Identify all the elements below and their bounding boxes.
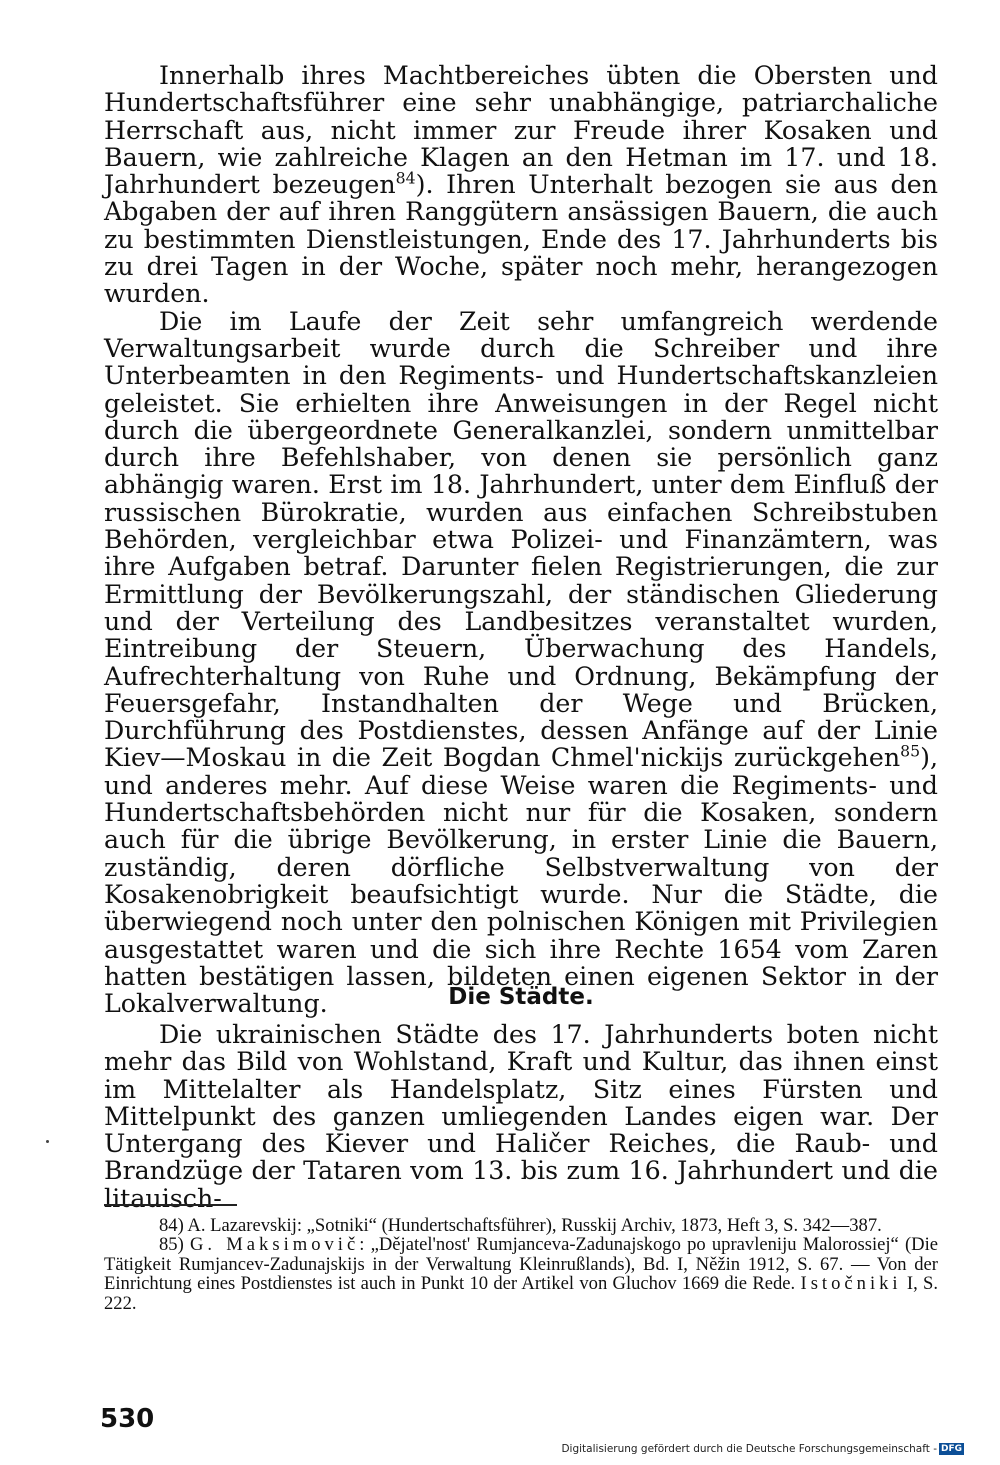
paragraph-3: Die ukrainischen Städte des 17. Jahrhunderts boten nicht mehr das Bild von Wohlstand, Kraft und Kultur, das ihnen einst im Mittelalter als Handelsplatz, Sitz eines Fürsten und Mittelpunkt des ganzen umliegenden Landes eigen war. Der Untergang des Kiever und Haličer Reiches, die Raub- und Brandzüge der Tataren vom 13. bis zum 16. Jahrhundert und die litauisch-: [104, 1020, 938, 1213]
footnote-85-source-tail: I, S. 222.: [104, 1273, 938, 1314]
footnote-85-source: Istočniki: [800, 1273, 902, 1295]
paragraph-1-text: Innerhalb ihres Machtbereiches übten die Obersten und Hundertschaftsführer eine sehr unabhängige, patriarchaliche Herrschaft aus, nicht immer zur Freude ihrer Kosaken und Bauern, wie zahlreiche Klagen an den Hetman im 17. und 18. Jahrhundert bezeugen: [104, 61, 938, 200]
footnote-84-text: A. Lazarevskij: „Sotniki“ (Hundertschaftsführer), Russkij Archiv, 1873, Heft 3, S. 342—387.: [187, 1215, 882, 1236]
credit-text: Digitalisierung gefördert durch die Deutsche Forschungsgemeinschaft -: [561, 1443, 937, 1455]
section-heading: Die Städte.: [448, 984, 594, 1010]
paragraph-2-text: Die im Laufe der Zeit sehr umfangreich werdende Verwaltungsarbeit wurde durch die Schreiber und ihre Unterbeamten in den Regiments- und Hundertschaftskanzleien geleistet. Sie erhielten ihre Anweisungen in der Regel nicht durch die übergeordnete Generalkanzlei, sondern unmittelbar durch ihre Befehlshaber, von denen sie persönlich ganz abhängig waren. Erst im 18. Jahrhundert, unter dem Einfluß der russischen Bürokratie, wurden aus einfachen Schreibstuben Behörden, vergleichbar etwa Polizei- und Finanzämtern, was ihre Aufgaben betraf. Darunter fielen Registrierungen, die zur Ermittlung der Bevölkerungszahl, der ständischen Gliederung und der Verteilung des Landbesitzes veranstaltet wurden, Eintreibung der Steuern, Überwachung des Handels, Aufrechterhaltung von Ruhe und Ordnung, Bekämpfung der Feuersgefahr, Instandhalten der Wege und Brücken, Durchführung des Postdienstes, dessen Anfänge auf der Linie Kiev—Moskau in die Zeit Bogdan Chmel'nickijs zurückgehen: [104, 306, 938, 773]
footnote-divider: [104, 1204, 237, 1206]
footnote-85-text: : „Dějatel'nost' Rumjanceva-Zadunajskogo po upravleniju Malorossiej“ (Die Tätigkeit Rumjancev-Zadunajskijs in der Verwaltung Kleinrußlands), Bd. I, Něžin 1912, S. 67. — Von der Einrichtung eines Postdienstes ist auch in Punkt 10 der Artikel von Gluchov 1669 die Rede.: [104, 1234, 939, 1295]
page-number: 530: [100, 1404, 155, 1434]
footnote-ref-84[interactable]: 84: [395, 168, 416, 188]
footnote-ref-85[interactable]: 85: [900, 742, 921, 761]
paragraph-2: [104, 308, 938, 1018]
digitization-credit: [561, 1443, 964, 1455]
footnote-85-mark: 85): [159, 1234, 184, 1256]
body-text-lower: [104, 1021, 938, 1212]
footnote-84-mark: 84): [159, 1215, 184, 1236]
body-text-upper: [104, 62, 938, 1017]
paragraph-1: [104, 62, 938, 308]
dfg-logo-icon: DFG: [940, 1444, 962, 1454]
footnote-85: [104, 1235, 938, 1313]
footnote-85-author: G. Maksimovič: [190, 1234, 360, 1256]
paragraph-2-tail: ), und anderes mehr. Auf diese Weise waren die Regiments- und Hundertschaftsbehörden nicht nur für die Kosaken, sondern auch für die übrige Bevölkerung, in erster Linie die Bauern, zuständig, deren dörfliche Selbstverwaltung von der Kosakenobrigkeit beaufsichtigt wurde. Nur die Städte, die überwiegend noch unter den polnischen Königen mit Privilegien ausgestattet waren und die sich ihre Rechte 1654 vom Zaren hatten bestätigen lassen, bildeten einen eigenen Sektor in der Lokalverwaltung.: [104, 743, 938, 1019]
footnotes: [104, 1216, 938, 1313]
paragraph-1-tail: ). Ihren Unterhalt bezogen sie aus den Abgaben der auf ihren Ranggütern ansässigen Bauern, die auch zu bestimmten Dienstleistungen, Ende des 17. Jahrhunderts bis zu drei Tagen in der Woche, später noch mehr, herangezogen wurden.: [104, 170, 938, 309]
footnote-84: [104, 1216, 938, 1235]
scan-speck: [46, 1140, 49, 1143]
